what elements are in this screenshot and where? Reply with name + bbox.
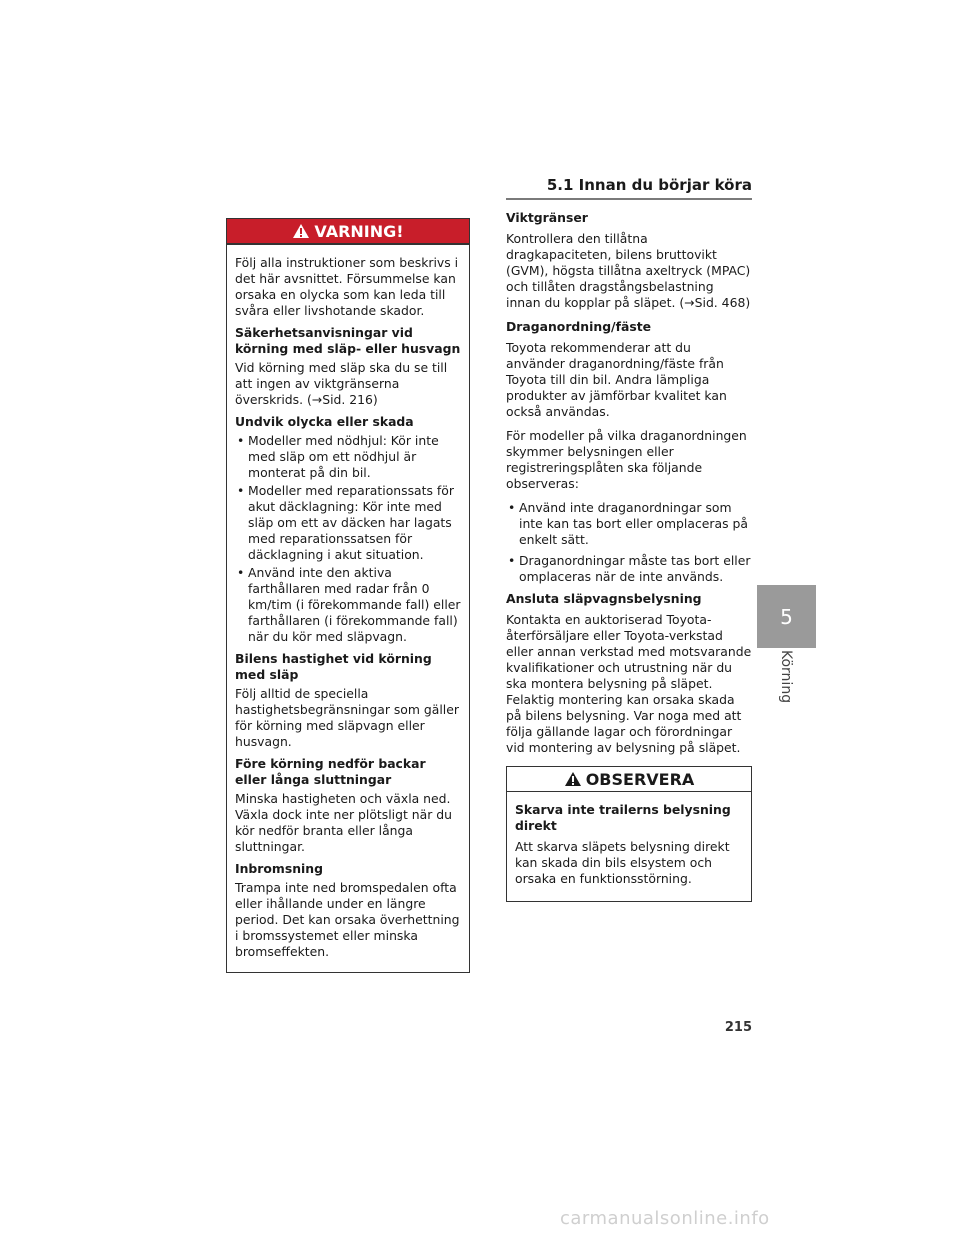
list-item: • Draganordningar måste tas bort eller omplaceras när de inte används. (506, 553, 752, 585)
right-column (506, 210, 752, 902)
header-rule (506, 198, 752, 200)
warning-title: VARNING! (314, 221, 404, 241)
notice-text: Att skarva släpets belysning direkt kan skada din bils elsystem och orsaka en funktionsstörning. (515, 839, 730, 886)
list-item: • Använd inte den aktiva farthållaren med radar från 0 km/tim (i förekommande fall) eller farthållaren (i förekommande fall) när du kör med släpvagn. (235, 565, 461, 645)
towbar-list (506, 500, 752, 585)
warning-header (227, 219, 469, 245)
braking-heading: Inbromsning (235, 861, 323, 876)
notice-title: OBSERVERA (585, 769, 695, 789)
weight-limits-heading: Viktgränser (506, 210, 588, 225)
left-column (226, 218, 470, 973)
speed-heading: Bilens hastighet vid körning med släp (235, 651, 432, 682)
warning-body (227, 251, 469, 960)
trailer-lights-heading: Ansluta släpvagnsbelysning (506, 591, 702, 606)
towbar-heading: Draganordning/fäste (506, 319, 652, 334)
chapter-label: Körning (778, 650, 794, 704)
list-item: • Modeller med nödhjul: Kör inte med släp om ett nödhjul är monterat på din bil. (235, 433, 461, 481)
list-item: • Använd inte draganordningar som inte kan tas bort eller omplaceras på enkelt sätt. (506, 500, 752, 548)
braking-text: Trampa inte ned bromspedalen ofta eller ihållande under en längre period. Det kan orsaka överhettning i bromssystemet eller minska bromseffekten. (235, 880, 460, 959)
notice-box (506, 766, 752, 902)
downhill-heading: Före körning nedför backar eller långa sluttningar (235, 756, 426, 787)
safety-heading: Säkerhetsanvisningar vid körning med släp- eller husvagn (235, 325, 461, 356)
notice-body (507, 798, 751, 887)
trailer-lights-text: Kontakta en auktoriserad Toyota-återförsäljare eller Toyota-verkstad eller annan verkstad med motsvarande kvalifikationer och utrustning när du ska montera belysning på släpet. Felaktig montering kan orsaka skada på bilens belysning. Var noga med att följa gällande lagar och förordningar vid montering av belysning på släpet. (506, 612, 752, 755)
avoid-accident-list (235, 433, 461, 645)
page-number: 215 (724, 1020, 752, 1035)
caution-triangle-icon (564, 771, 582, 787)
chapter-number: 5 (780, 604, 793, 629)
towbar-text: Toyota rekommenderar att du använder draganordning/fäste från Toyota till din bil. Andra lämpliga produkter av jämförbar kvalitet kan också användas. (506, 340, 727, 419)
warning-triangle-icon (292, 223, 310, 239)
weight-limits-text: Kontrollera den tillåtna dragkapaciteten, bilens bruttovikt (GVM), högsta tillåtna axeltryck (MPAC) och tillåten dragstångsbelastning innan du kopplar på släpet. (→Sid. 468) (506, 231, 751, 310)
avoid-accident-heading: Undvik olycka eller skada (235, 414, 414, 429)
notice-header (507, 767, 751, 792)
warning-intro: Följ alla instruktioner som beskrivs i det här avsnittet. Försummelse kan orsaka en olycka som kan leda till svåra eller livshotande skador. (235, 255, 459, 318)
downhill-text: Minska hastigheten och växla ned. Växla dock inte ner plötsligt när du kör nedför branta eller långa sluttningar. (235, 791, 452, 854)
watermark: carmanualsonline.info (560, 1208, 770, 1229)
speed-text: Följ alltid de speciella hastighetsbegränsningar som gäller för körning med släpvagn eller husvagn. (235, 686, 459, 749)
notice-heading: Skarva inte trailerns belysning direkt (515, 802, 731, 833)
warning-box (226, 218, 470, 973)
safety-text: Vid körning med släp ska du se till att ingen av viktgränserna överskrids. (→Sid. 216) (235, 360, 448, 407)
chapter-tab[interactable] (757, 585, 816, 648)
list-item: • Modeller med reparationssats för akut däcklagning: Kör inte med släp om ett av däcken har lagats med reparationssatsen för däcklagning i akut situation. (235, 483, 461, 563)
towbar-obscure-text: För modeller på vilka draganordningen skymmer belysningen eller registreringsplåten ska följande observeras: (506, 428, 747, 491)
section-header: 5.1 Innan du börjar köra (546, 176, 752, 194)
